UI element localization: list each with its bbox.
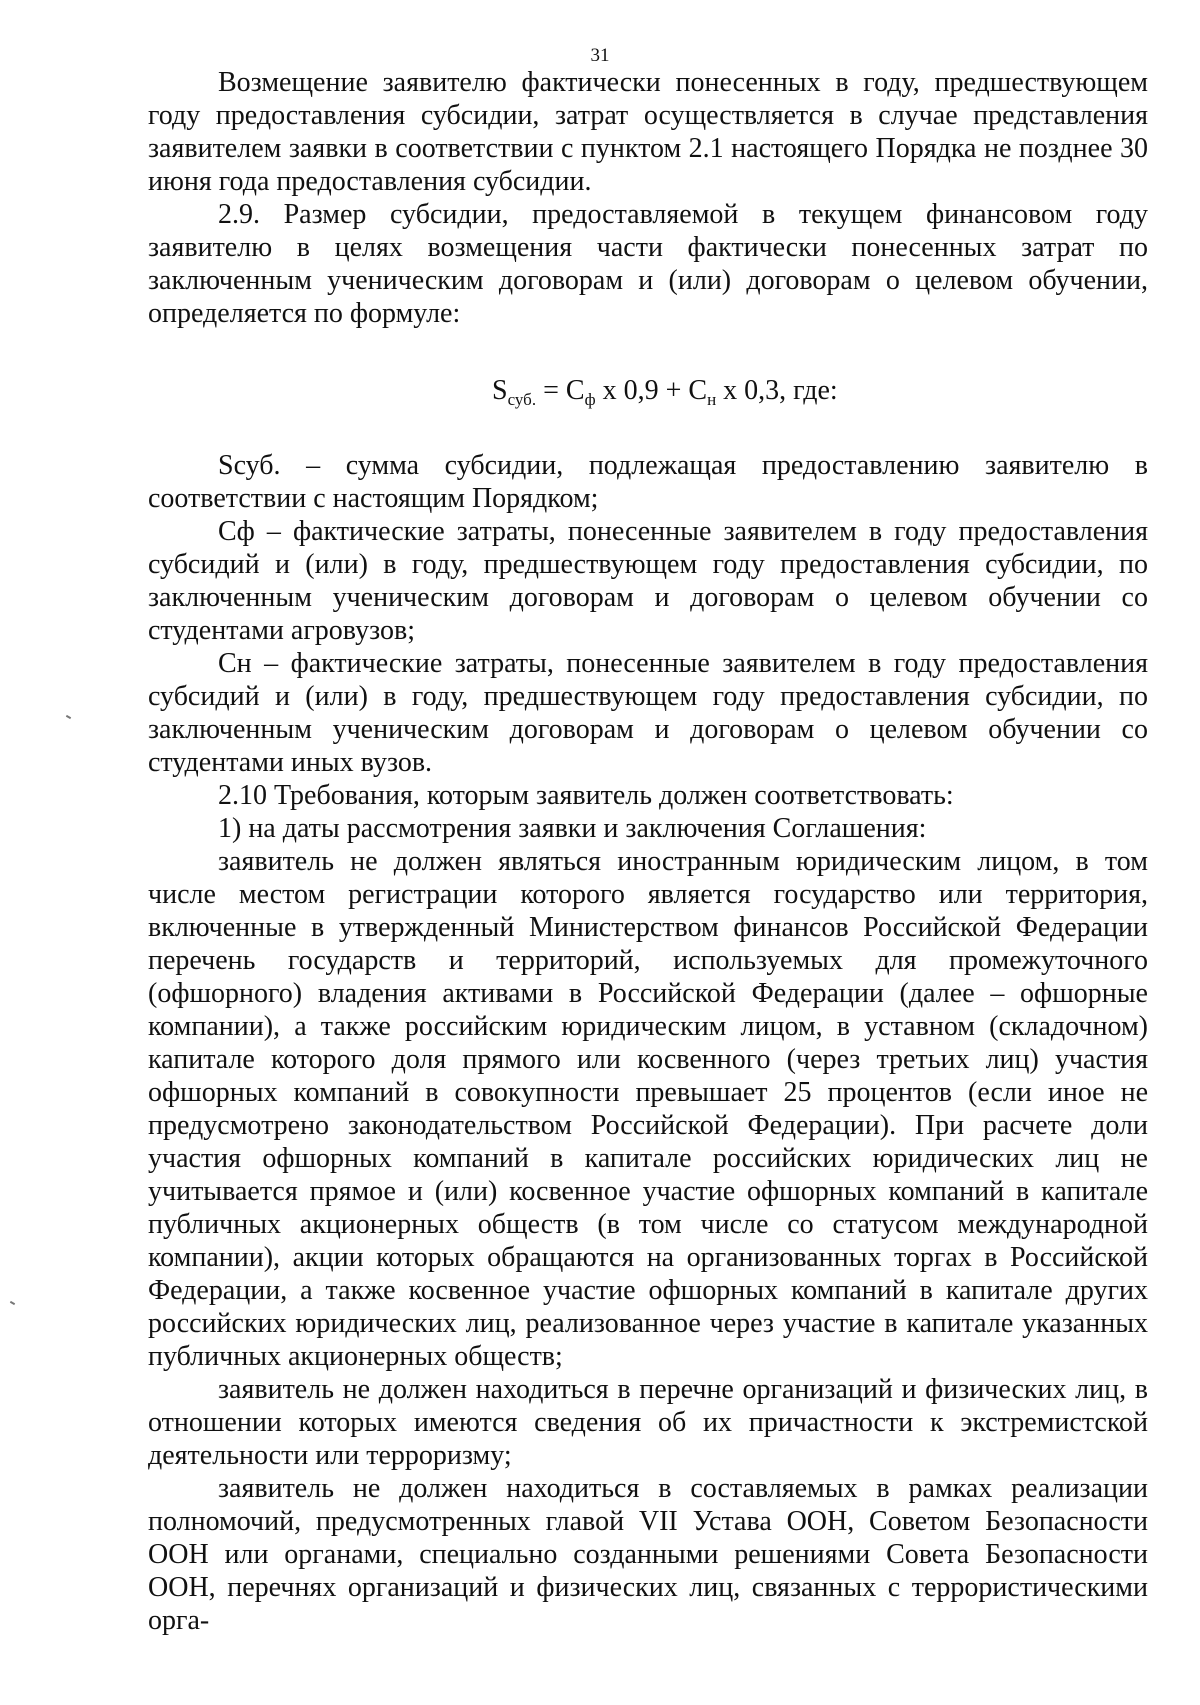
definition-c-n: Сн – фактические затраты, понесенные заявителем в году предоставления субсидий и (или) в году, предшествующем году предоставления субсидии, по заключенным ученическим договорам и договорам о целевом обучении со студентами иных вузов. [148,648,1148,778]
page-number: 31 [590,45,610,66]
requirement-un-lists: заявитель не должен находиться в составляемых в рамках реализации полномочий, предусмотренных главой VII Устава ООН, Советом Безопасности ООН или органами, специально созданными решениями Совета Безопасности ООН, перечнях организаций и физических лиц, связанных с террористическими орга- [148,1473,1148,1636]
formula-tail: х 0,3, где: [716,375,838,406]
subsidy-formula [148,374,1148,407]
requirement-offshore: заявитель не должен являться иностранным юридическим лицом, в том числе местом регистрации которого является государство или территория, включенные в утвержденный Министерством финансов Российской Федерации перечень государств и территорий, используемых для промежуточного (офшорного) владения активами в Российской Федерации (далее – офшорные компании), а также российским юридическим лицом, в уставном (складочном) капитале которого доля прямого или косвенного (через третьих лиц) участия офшорных компаний в совокупности превышает 25 процентов (если иное не предусмотрено законодательством Российской Федерации). При расчете доли участия офшорных компаний в капитале российских юридических лиц не учитывается прямое и (или) косвенное участие офшорных компаний в капитале публичных акционерных обществ (в том числе со статусом международной компании), акции которых обращаются на организованных торгах в Российской Федерации, а также косвенное участие офшорных компаний в капитале других российских юридических лиц, реализованное через участие в капитале указанных публичных акционерных обществ; [148,846,1148,1372]
paragraph-2-10-requirements: 2.10 Требования, которым заявитель должен соответствовать: [218,780,954,811]
paragraph-reimbursement-deadline: Возмещение заявителю фактически понесенных в году, предшествующем году предоставления субсидии, затрат осуществляется в случае представления заявителем заявки в соответствии с пунктом 2.1 настоящего Порядка не позднее 30 июня года предоставления субсидии. [148,67,1148,197]
formula-s: S [492,375,508,406]
paragraph-2-9-subsidy-size: 2.9. Размер субсидии, предоставляемой в текущем финансовом году заявителю в целях возмещения части фактически понесенных затрат по заключенным ученическим договорам и (или) договорам о целевом обучении, определяется по формуле: [148,199,1148,329]
formula-c-n-subscript: н [707,390,717,409]
margin-mark [10,1301,15,1305]
formula-middle: х 0,9 + [595,375,689,406]
document-body [148,66,1148,1637]
definition-s-sub: Sсуб. – сумма субсидии, подлежащая предоставлению заявителю в соответствии с настоящим Порядком; [148,450,1148,514]
margin-mark [66,715,71,719]
formula-c-n: C [688,375,708,406]
definition-c-f: Сф – фактические затраты, понесенные заявителем в году предоставления субсидий и (или) в году, предшествующем году предоставления субсидии, по заключенным ученическим договорам и договорам о целевом обучении со студентами агровузов; [148,516,1148,646]
formula-s-subscript: суб. [507,390,537,409]
requirement-extremism-list: заявитель не должен находиться в перечне организаций и физических лиц, в отношении которых имеются сведения об их причастности к экстремистской деятельности или терроризму; [148,1374,1148,1471]
requirement-item-1: 1) на даты рассмотрения заявки и заключения Соглашения: [218,813,927,844]
formula-c-f-subscript: ф [584,390,596,409]
formula-equals: = [536,375,566,406]
formula-c-f: C [565,375,585,406]
